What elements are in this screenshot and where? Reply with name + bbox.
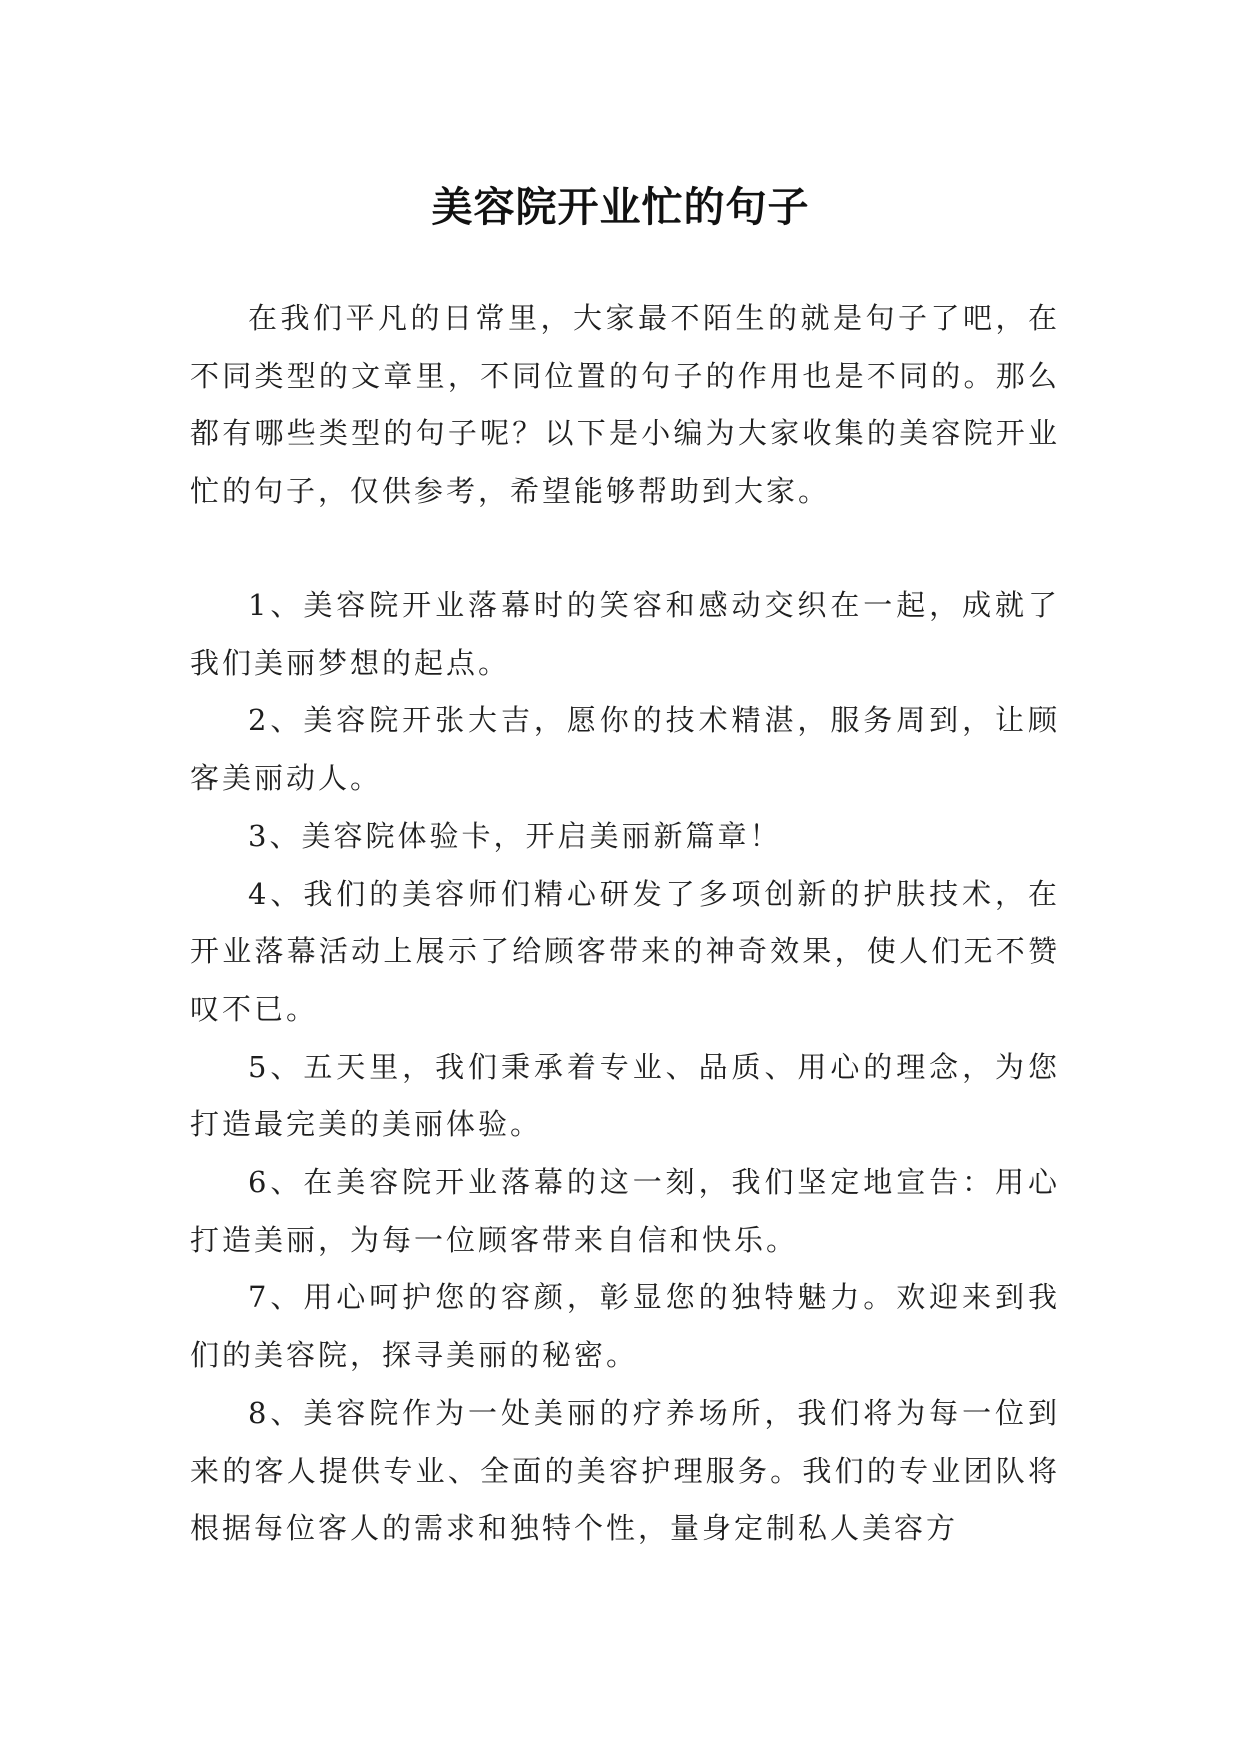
list-item: 6、在美容院开业落幕的这一刻，我们坚定地宣告：用心打造美丽，为每一位顾客带来自信和快乐。 <box>190 1165 1060 1257</box>
intro-section <box>190 290 1060 521</box>
intro-paragraph: 在我们平凡的日常里，大家最不陌生的就是句子了吧，在不同类型的文章里，不同位置的句子的作用也是不同的。那么都有哪些类型的句子呢？以下是小编为大家收集的美容院开业忙的句子，仅供参考，希望能够帮助到大家。 <box>190 301 1060 509</box>
list-item: 2、美容院开张大吉，愿你的技术精湛，服务周到，让顾客美丽动人。 <box>190 703 1060 796</box>
list-item: 4、我们的美容师们精心研发了多项创新的护肤技术，在开业落幕活动上展示了给顾客带来的神奇效果，使人们无不赞叹不已。 <box>190 876 1060 1026</box>
page-title: 美容院开业忙的句子 <box>431 183 810 232</box>
sentence-list <box>190 577 1060 1558</box>
list-item: 8、美容院作为一处美丽的疗养场所，我们将为每一位到来的客人提供专业、全面的美容护理服务。我们的专业团队将根据每位客人的需求和独特个性，量身定制私人美容方 <box>190 1395 1060 1546</box>
list-item: 5、五天里，我们秉承着专业、品质、用心的理念，为您打造最完美的美丽体验。 <box>190 1049 1060 1142</box>
list-item: 3、美容院体验卡，开启美丽新篇章！ <box>248 818 782 853</box>
list-item: 7、用心呵护您的容颜，彰显您的独特魅力。欢迎来到我们的美容院，探寻美丽的秘密。 <box>190 1280 1060 1373</box>
list-item: 1、美容院开业落幕时的笑容和感动交织在一起，成就了我们美丽梦想的起点。 <box>190 588 1060 680</box>
